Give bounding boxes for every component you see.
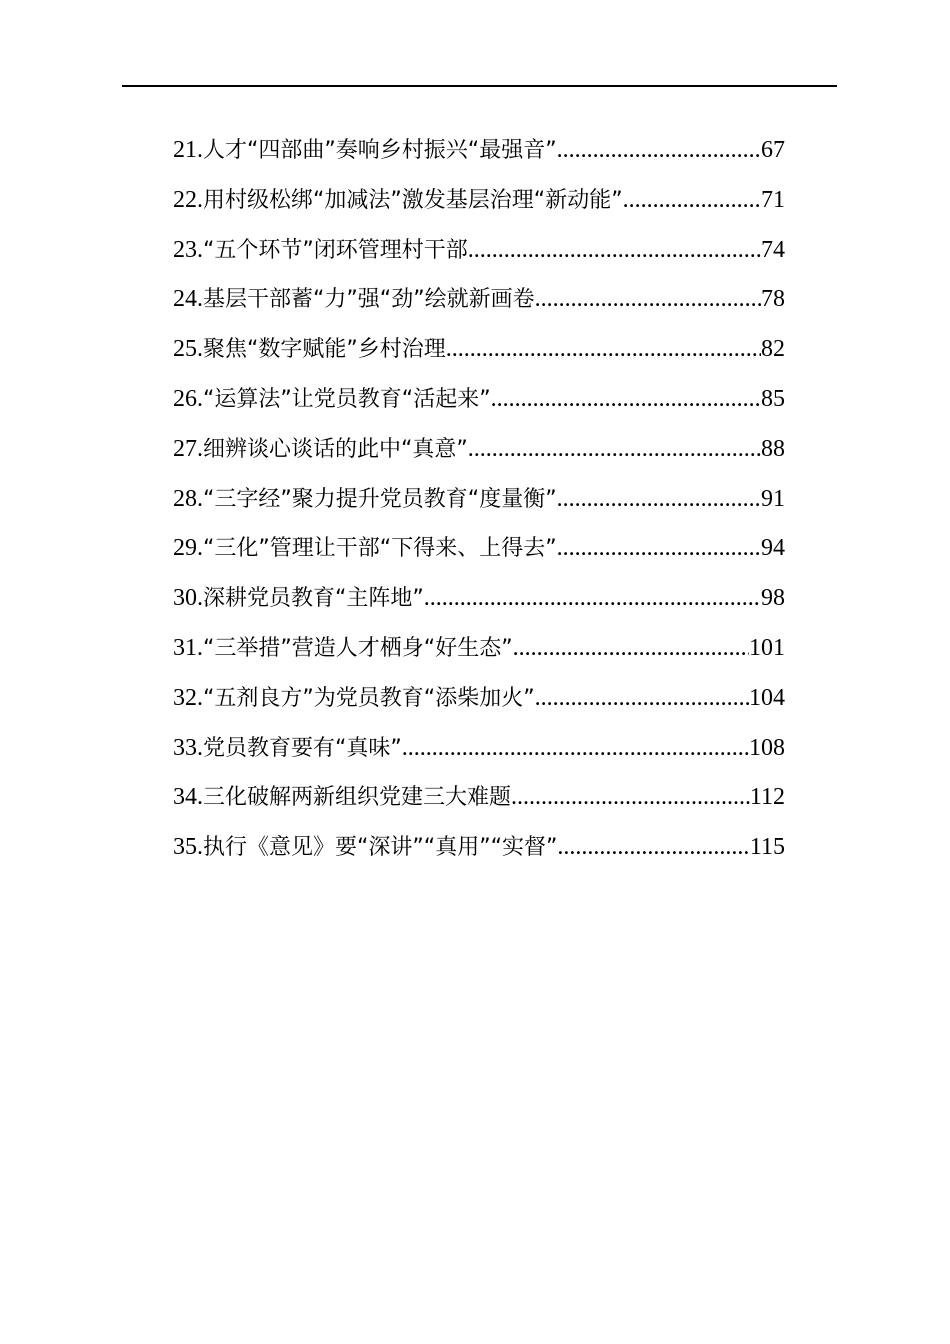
entry-number: 29. [173,535,203,562]
entry-page-number: 104 [749,684,785,711]
dot-leader [623,180,761,220]
entry-number: 35. [173,834,203,861]
entry-title: “五个环节”闭环管理村干部 [203,237,468,263]
dot-leader [557,130,761,170]
entry-number: 32. [173,684,203,711]
dot-leader [424,578,761,618]
entry-title: 聚焦“数字赋能”乡村治理 [203,337,446,363]
entry-number: 30. [173,585,203,612]
entry-page-number: 74 [761,236,785,263]
entry-title: 基层干部蓄“力”强“劲”绘就新画卷 [203,287,535,313]
dot-leader [513,628,749,668]
entry-page-number: 108 [749,734,785,761]
entry-title: 细辨谈心谈话的此中“真意” [203,436,468,462]
entry-page-number: 85 [761,385,785,412]
table-of-contents [173,130,785,877]
toc-entry[interactable] [173,528,785,578]
entry-page-number: 67 [761,137,785,163]
toc-entry[interactable] [173,429,785,479]
entry-number: 23. [173,236,203,263]
dot-leader [557,827,750,867]
toc-entry[interactable] [173,678,785,728]
entry-page-number: 78 [761,286,785,313]
entry-number: 31. [173,634,203,661]
dot-leader [468,230,761,270]
toc-entry[interactable] [173,379,785,429]
entry-title: 人才“四部曲”奏响乡村振兴“最强音” [203,138,557,163]
toc-entry[interactable] [173,130,785,180]
entry-number: 28. [173,485,203,512]
entry-number: 24. [173,286,203,313]
entry-title: 用村级松绑“加减法”激发基层治理“新动能” [203,187,623,213]
entry-title: “五剂良方”为党员教育“添柴加火” [203,685,535,711]
entry-title: 三化破解两新组织党建三大难题 [203,785,512,811]
dot-leader [557,479,761,519]
toc-entry[interactable] [173,777,785,827]
header-rule [122,85,837,87]
entry-title: 深耕党员教育“主阵地” [203,586,424,612]
toc-entry[interactable] [173,628,785,678]
entry-number: 34. [173,784,203,811]
entry-title: “三化”管理让干部“下得来、上得去” [203,536,557,562]
dot-leader [402,728,749,768]
toc-entry[interactable] [173,479,785,529]
dot-leader [535,279,761,319]
toc-entry[interactable] [173,329,785,379]
entry-page-number: 91 [761,485,785,512]
entry-number: 26. [173,385,203,412]
toc-entry[interactable] [173,180,785,230]
entry-number: 25. [173,336,203,363]
toc-entry[interactable] [173,827,785,877]
entry-page-number: 82 [761,336,785,363]
dot-leader [557,528,761,568]
entry-title: “三举措”营造人才栖身“好生态” [203,635,513,661]
entry-title: “三字经”聚力提升党员教育“度量衡” [203,486,557,512]
toc-entry[interactable] [173,279,785,329]
entry-title: 党员教育要有“真味” [203,735,402,761]
toc-entry[interactable] [173,728,785,778]
entry-number: 21. [173,137,203,163]
entry-number: 33. [173,734,203,761]
dot-leader [468,429,761,469]
entry-page-number: 98 [761,585,785,612]
dot-leader [535,678,749,718]
entry-page-number: 71 [761,186,785,213]
entry-title: “运算法”让党员教育“活起来” [203,386,491,412]
toc-entry[interactable] [173,578,785,628]
dot-leader [491,379,761,419]
toc-entry[interactable] [173,230,785,280]
entry-number: 27. [173,435,203,462]
entry-page-number: 115 [749,834,785,861]
entry-page-number: 94 [761,535,785,562]
dot-leader [446,329,761,369]
dot-leader [511,777,750,817]
entry-page-number: 112 [749,784,785,811]
entry-page-number: 101 [749,634,785,661]
entry-number: 22. [173,186,203,213]
entry-page-number: 88 [761,435,785,462]
entry-title: 执行《意见》要“深讲”“真用”“实督” [203,835,558,861]
